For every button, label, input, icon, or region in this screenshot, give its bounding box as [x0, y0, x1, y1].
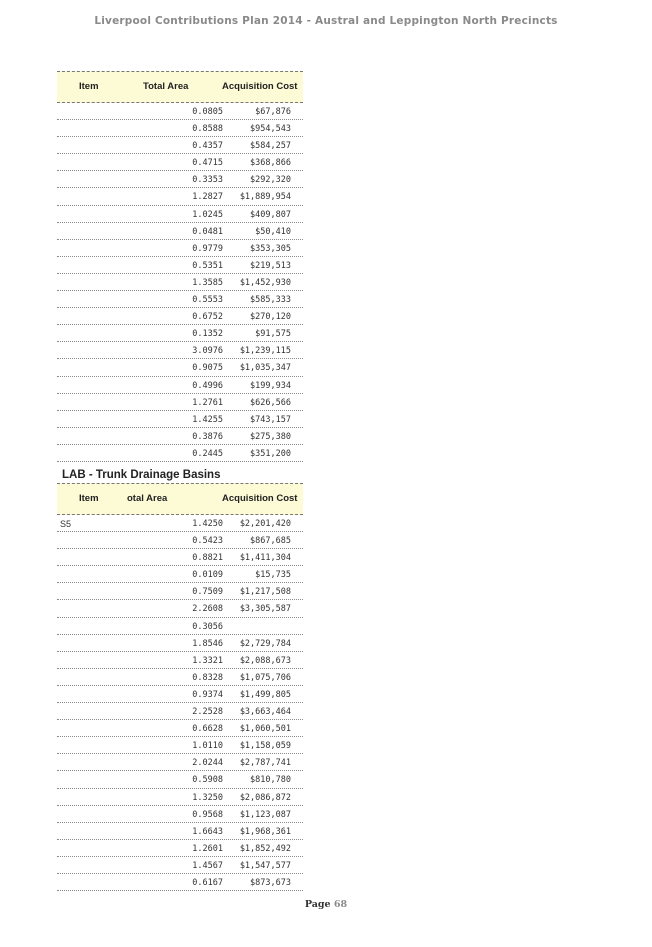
cell-total-area: 0.4996: [192, 380, 223, 391]
cell-acquisition-cost: $2,088,673: [239, 655, 291, 666]
cell-total-area: 1.2827: [192, 192, 223, 203]
cell-total-area: 0.8328: [192, 672, 223, 683]
cell-acquisition-cost: $270,120: [250, 312, 291, 323]
cell-acquisition-cost: $1,060,501: [239, 724, 291, 735]
table-row: [57, 445, 303, 462]
table-row: [57, 428, 303, 445]
cell-total-area: 0.5908: [192, 775, 223, 786]
cell-total-area: 0.6628: [192, 724, 223, 735]
cell-total-area: 0.4357: [192, 141, 223, 152]
cell-acquisition-cost: $1,852,492: [239, 843, 291, 854]
table-row: [57, 566, 303, 583]
table-2-header: [57, 483, 303, 515]
cell-total-area: 1.2761: [192, 397, 223, 408]
table-row: [57, 240, 303, 257]
cell-total-area: 0.4715: [192, 158, 223, 169]
cell-acquisition-cost: $1,968,361: [239, 826, 291, 837]
cell-acquisition-cost: $873,673: [250, 877, 291, 888]
cell-total-area: 1.0110: [192, 741, 223, 752]
cell-total-area: 2.2608: [192, 604, 223, 615]
cell-acquisition-cost: $275,380: [250, 431, 291, 442]
cell-total-area: 0.9568: [192, 809, 223, 820]
table-row: [57, 720, 303, 737]
table-row: [57, 686, 303, 703]
page-number: 68: [333, 899, 348, 910]
table-row: [57, 583, 303, 600]
table-row: [57, 840, 303, 857]
column-header-total-area: otal Area: [127, 493, 168, 504]
cell-total-area: 0.3876: [192, 431, 223, 442]
cell-total-area: 0.0109: [192, 570, 223, 581]
table-row: [57, 823, 303, 840]
cell-total-area: 0.2445: [192, 448, 223, 459]
table-row: [57, 737, 303, 754]
cell-acquisition-cost: $292,320: [250, 175, 291, 186]
cell-acquisition-cost: $199,934: [250, 380, 291, 391]
cell-acquisition-cost: $3,663,464: [239, 707, 291, 718]
table-row: [57, 635, 303, 652]
table-1-header: [57, 71, 303, 103]
cell-acquisition-cost: $3,305,587: [239, 604, 291, 615]
cell-total-area: 0.6752: [192, 312, 223, 323]
cell-total-area: 0.6167: [192, 877, 223, 888]
section-title: LAB - Trunk Drainage Basins: [62, 469, 221, 481]
cell-total-area: 0.0805: [192, 107, 223, 117]
cell-total-area: 0.3056: [192, 621, 223, 632]
cell-acquisition-cost: $1,499,805: [239, 689, 291, 700]
cell-total-area: 1.4255: [192, 414, 223, 425]
cell-total-area: 0.9075: [192, 363, 223, 374]
cell-total-area: 1.6643: [192, 826, 223, 837]
table-row: [57, 342, 303, 359]
table-row: [57, 532, 303, 549]
column-header-total-area: Total Area: [143, 81, 189, 92]
page-header: Liverpool Contributions Plan 2014 - Austral and Leppington North Precincts: [94, 15, 558, 27]
cell-acquisition-cost: $954,543: [250, 124, 291, 135]
table-2-body: [57, 515, 303, 891]
table-row: [57, 377, 303, 394]
table-row: [57, 515, 303, 532]
cell-acquisition-cost: $1,411,304: [239, 553, 291, 564]
table-row: [57, 257, 303, 274]
cell-total-area: 0.5351: [192, 260, 223, 271]
table-row: [57, 394, 303, 411]
cell-total-area: 2.0244: [192, 758, 223, 769]
cell-acquisition-cost: $2,201,420: [239, 519, 291, 529]
table-row: [57, 291, 303, 308]
cell-acquisition-cost: $67,876: [255, 107, 291, 117]
page-footer: [0, 899, 652, 910]
page-label: Page: [304, 899, 331, 910]
cell-acquisition-cost: $409,807: [250, 209, 291, 220]
table-row: [57, 652, 303, 669]
cell-acquisition-cost: $1,239,115: [239, 346, 291, 357]
table-row: [57, 618, 303, 635]
cell-total-area: 3.0976: [192, 346, 223, 357]
cell-acquisition-cost: $743,157: [250, 414, 291, 425]
cell-acquisition-cost: $1,889,954: [239, 192, 291, 203]
cell-acquisition-cost: $867,685: [250, 536, 291, 547]
cell-total-area: 0.5553: [192, 295, 223, 306]
cell-total-area: 0.0481: [192, 226, 223, 237]
table-row: [57, 411, 303, 428]
cell-total-area: 1.4567: [192, 860, 223, 871]
cell-acquisition-cost: $351,200: [250, 448, 291, 459]
cell-acquisition-cost: $585,333: [250, 295, 291, 306]
table-row: [57, 103, 303, 120]
column-header-acquisition-cost: Acquisition Cost: [222, 81, 298, 92]
table-1: [57, 71, 303, 462]
table-1-body: [57, 103, 303, 462]
cell-acquisition-cost: $368,866: [250, 158, 291, 169]
table-row: [57, 154, 303, 171]
cell-acquisition-cost: $1,035,347: [239, 363, 291, 374]
cell-acquisition-cost: $2,787,741: [239, 758, 291, 769]
cell-acquisition-cost: $1,547,577: [239, 860, 291, 871]
cell-acquisition-cost: $2,086,872: [239, 792, 291, 803]
table-row: [57, 789, 303, 806]
cell-acquisition-cost: $1,158,059: [239, 741, 291, 752]
column-header-item: Item: [79, 493, 99, 504]
cell-total-area: 2.2528: [192, 707, 223, 718]
cell-total-area: 1.0245: [192, 209, 223, 220]
table-row: [57, 206, 303, 223]
cell-acquisition-cost: $91,575: [255, 329, 291, 340]
table-row: [57, 325, 303, 342]
cell-total-area: 1.3321: [192, 655, 223, 666]
table-row: [57, 549, 303, 566]
cell-acquisition-cost: $219,513: [250, 260, 291, 271]
table-row: [57, 223, 303, 240]
cell-total-area: 0.8821: [192, 553, 223, 564]
table-row: [57, 171, 303, 188]
cell-acquisition-cost: $1,452,930: [239, 277, 291, 288]
cell-acquisition-cost: $1,123,087: [239, 809, 291, 820]
cell-total-area: 0.1352: [192, 329, 223, 340]
table-row: [57, 754, 303, 771]
table-row: [57, 600, 303, 617]
column-header-item: Item: [79, 81, 99, 92]
cell-acquisition-cost: $15,735: [255, 570, 291, 581]
cell-acquisition-cost: $353,305: [250, 243, 291, 254]
cell-acquisition-cost: $810,780: [250, 775, 291, 786]
table-row: [57, 308, 303, 325]
cell-total-area: 0.8588: [192, 124, 223, 135]
cell-acquisition-cost: $2,729,784: [239, 638, 291, 649]
table-row: [57, 137, 303, 154]
table-row: [57, 120, 303, 137]
cell-acquisition-cost: $626,566: [250, 397, 291, 408]
table-row: [57, 806, 303, 823]
cell-total-area: 0.9779: [192, 243, 223, 254]
table-2: [57, 483, 303, 891]
cell-total-area: 1.8546: [192, 638, 223, 649]
table-row: [57, 771, 303, 788]
table-row: [57, 874, 303, 891]
table-row: [57, 703, 303, 720]
table-row: [57, 274, 303, 291]
cell-total-area: 0.7509: [192, 587, 223, 598]
table-row: [57, 857, 303, 874]
cell-total-area: 1.2601: [192, 843, 223, 854]
cell-total-area: 0.3353: [192, 175, 223, 186]
table-row: [57, 359, 303, 376]
column-header-acquisition-cost: Acquisition Cost: [222, 493, 298, 504]
table-row: [57, 669, 303, 686]
cell-total-area: 0.9374: [192, 689, 223, 700]
cell-acquisition-cost: $1,075,706: [239, 672, 291, 683]
cell-total-area: 1.3250: [192, 792, 223, 803]
cell-total-area: 1.4250: [192, 519, 223, 529]
cell-item: S5: [60, 519, 72, 529]
cell-acquisition-cost: $584,257: [250, 141, 291, 152]
cell-total-area: 1.3585: [192, 277, 223, 288]
table-row: [57, 188, 303, 205]
cell-acquisition-cost: $50,410: [255, 226, 291, 237]
cell-total-area: 0.5423: [192, 536, 223, 547]
cell-acquisition-cost: $1,217,508: [239, 587, 291, 598]
